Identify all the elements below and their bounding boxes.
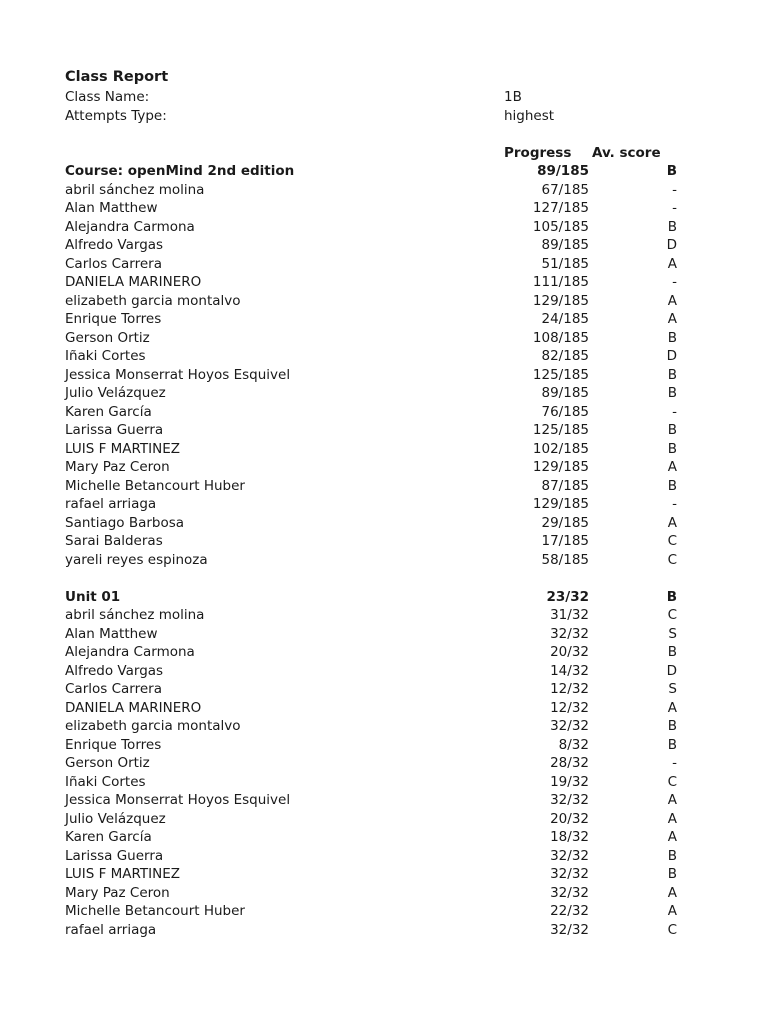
student-row — [0, 310, 768, 329]
student-progress: 32/32 — [550, 866, 589, 882]
student-score: B — [667, 329, 677, 346]
student-score: C — [667, 921, 677, 938]
student-progress: 67/185 — [541, 181, 589, 198]
student-progress: 32/32 — [550, 884, 589, 901]
student-score: A — [667, 514, 677, 531]
report-title: Class Report — [65, 69, 169, 85]
student-score: A — [667, 459, 677, 475]
attempts-type-label: Attempts Type: — [65, 107, 167, 124]
student-name: LUIS F MARTINEZ — [65, 866, 181, 882]
section-score: B — [666, 588, 677, 605]
student-row — [0, 921, 768, 940]
student-row — [0, 736, 768, 755]
student-progress: 18/32 — [550, 829, 589, 845]
student-score: A — [667, 311, 677, 327]
student-row — [0, 902, 768, 921]
student-row — [0, 347, 768, 366]
attempts-type-row — [0, 107, 768, 126]
student-name: LUIS F MARTINEZ — [65, 440, 181, 457]
student-score: B — [667, 218, 677, 235]
student-progress: 89/185 — [541, 237, 589, 253]
section-title: Unit 01 — [65, 588, 121, 605]
section-header — [0, 162, 768, 181]
student-row — [0, 236, 768, 255]
student-row — [0, 643, 768, 662]
student-name: Michelle Betancourt Huber — [65, 903, 245, 919]
student-progress: 89/185 — [541, 385, 589, 401]
student-progress: 32/32 — [550, 792, 589, 808]
student-progress: 87/185 — [541, 477, 589, 494]
student-name: Iñaki Cortes — [65, 773, 146, 790]
student-name: rafael arriaga — [65, 921, 157, 938]
student-name: Larissa Guerra — [65, 422, 164, 438]
student-row — [0, 440, 768, 459]
student-row — [0, 273, 768, 292]
student-name: Iñaki Cortes — [65, 348, 146, 364]
student-name: Karen García — [65, 403, 152, 420]
student-progress: 127/185 — [532, 200, 589, 216]
student-progress: 29/185 — [541, 514, 589, 531]
class-name-row — [0, 88, 768, 107]
student-progress: 14/32 — [550, 662, 589, 679]
student-progress: 129/185 — [532, 459, 589, 475]
student-score: A — [667, 884, 677, 901]
student-name: Gerson Ortiz — [65, 329, 150, 346]
section-title: Course: openMind 2nd edition — [65, 163, 295, 179]
student-progress: 51/185 — [541, 255, 589, 272]
student-name: Enrique Torres — [65, 311, 162, 327]
student-score: D — [666, 662, 677, 679]
student-name: DANIELA MARINERO — [65, 274, 202, 290]
student-name: Larissa Guerra — [65, 847, 164, 864]
student-row — [0, 403, 768, 422]
student-score: B — [667, 422, 677, 438]
student-progress: 125/185 — [532, 422, 589, 438]
student-score: - — [672, 274, 677, 290]
student-row — [0, 754, 768, 773]
student-row — [0, 514, 768, 533]
student-progress: 32/32 — [550, 625, 589, 642]
section-score: B — [666, 163, 677, 179]
student-name: Santiago Barbosa — [65, 514, 185, 531]
student-name: DANIELA MARINERO — [65, 699, 202, 716]
student-name: Enrique Torres — [65, 736, 162, 753]
student-name: Julio Velázquez — [65, 385, 166, 401]
student-row — [0, 662, 768, 681]
student-progress: 102/185 — [532, 440, 589, 457]
student-score: B — [667, 644, 677, 660]
student-row — [0, 292, 768, 311]
student-score: A — [667, 699, 677, 716]
student-score: - — [672, 496, 677, 512]
student-name: Julio Velázquez — [65, 810, 166, 827]
student-progress: 19/32 — [550, 773, 589, 790]
student-score: A — [667, 829, 677, 845]
student-progress: 32/32 — [550, 921, 589, 938]
student-name: Alejandra Carmona — [65, 218, 195, 235]
student-score: B — [667, 385, 677, 401]
score-column-header: Av. score — [592, 144, 661, 161]
progress-column-header: Progress — [504, 144, 572, 161]
student-row — [0, 680, 768, 699]
student-progress: 108/185 — [532, 329, 589, 346]
student-progress: 12/32 — [550, 681, 589, 697]
student-row — [0, 218, 768, 237]
student-name: Carlos Carrera — [65, 255, 162, 272]
student-row — [0, 699, 768, 718]
student-score: S — [668, 681, 677, 697]
student-score: - — [672, 403, 677, 420]
class-name-value: 1B — [504, 89, 522, 105]
student-row — [0, 477, 768, 496]
student-score: D — [666, 348, 677, 364]
student-progress: 32/32 — [550, 718, 589, 734]
student-score: S — [668, 625, 677, 642]
student-score: C — [667, 533, 677, 549]
student-row — [0, 421, 768, 440]
class-name-label: Class Name: — [65, 89, 150, 105]
student-row — [0, 551, 768, 570]
student-name: Alejandra Carmona — [65, 644, 195, 660]
student-name: Mary Paz Ceron — [65, 459, 170, 475]
student-score: C — [667, 607, 677, 623]
student-progress: 111/185 — [532, 274, 589, 290]
student-name: Michelle Betancourt Huber — [65, 477, 245, 494]
student-row — [0, 199, 768, 218]
student-progress: 12/32 — [550, 699, 589, 716]
student-row — [0, 606, 768, 625]
section-header — [0, 588, 768, 607]
student-progress: 125/185 — [532, 366, 589, 383]
student-progress: 17/185 — [541, 533, 589, 549]
student-score: B — [667, 366, 677, 383]
student-progress: 32/32 — [550, 847, 589, 864]
student-score: B — [667, 866, 677, 882]
student-row — [0, 532, 768, 551]
student-row — [0, 495, 768, 514]
student-progress: 20/32 — [550, 644, 589, 660]
student-progress: 129/185 — [532, 496, 589, 512]
student-name: elizabeth garcia montalvo — [65, 292, 241, 309]
student-name: Alfredo Vargas — [65, 237, 164, 253]
student-progress: 58/185 — [541, 551, 589, 568]
student-score: A — [667, 810, 677, 827]
student-score: A — [667, 255, 677, 272]
column-header-row — [0, 144, 768, 163]
student-name: Gerson Ortiz — [65, 755, 150, 771]
student-progress: 20/32 — [550, 810, 589, 827]
student-progress: 28/32 — [550, 755, 589, 771]
student-score: - — [672, 181, 677, 198]
student-progress: 129/185 — [532, 292, 589, 309]
student-name: Alan Matthew — [65, 625, 158, 642]
student-name: elizabeth garcia montalvo — [65, 718, 241, 734]
student-name: Mary Paz Ceron — [65, 884, 170, 901]
student-progress: 82/185 — [541, 348, 589, 364]
student-row — [0, 329, 768, 348]
student-score: - — [672, 200, 677, 216]
student-row — [0, 181, 768, 200]
student-score: C — [667, 773, 677, 790]
student-row — [0, 458, 768, 477]
student-row — [0, 384, 768, 403]
student-name: Carlos Carrera — [65, 681, 162, 697]
attempts-type-value: highest — [504, 107, 555, 124]
student-row — [0, 810, 768, 829]
student-name: yareli reyes espinoza — [65, 551, 208, 568]
student-name: Alfredo Vargas — [65, 662, 164, 679]
student-name: Jessica Monserrat Hoyos Esquivel — [65, 366, 291, 383]
student-progress: 105/185 — [532, 218, 589, 235]
student-score: D — [666, 237, 677, 253]
student-name: Sarai Balderas — [65, 533, 163, 549]
student-score: B — [667, 847, 677, 864]
student-score: B — [667, 718, 677, 734]
student-name: abril sánchez molina — [65, 181, 205, 198]
student-row — [0, 884, 768, 903]
student-row — [0, 865, 768, 884]
student-row — [0, 366, 768, 385]
student-row — [0, 717, 768, 736]
student-score: B — [667, 477, 677, 494]
student-row — [0, 847, 768, 866]
student-row — [0, 828, 768, 847]
student-row — [0, 791, 768, 810]
student-score: B — [667, 440, 677, 457]
student-name: abril sánchez molina — [65, 607, 205, 623]
student-score: A — [667, 292, 677, 309]
student-score: C — [667, 551, 677, 568]
student-row — [0, 773, 768, 792]
student-progress: 24/185 — [541, 311, 589, 327]
student-name: Karen García — [65, 829, 152, 845]
student-score: A — [667, 792, 677, 808]
student-progress: 22/32 — [550, 903, 589, 919]
student-score: A — [667, 903, 677, 919]
student-progress: 8/32 — [558, 736, 589, 753]
student-name: Jessica Monserrat Hoyos Esquivel — [65, 792, 291, 808]
student-row — [0, 255, 768, 274]
section-progress: 23/32 — [546, 588, 589, 605]
section-progress: 89/185 — [537, 163, 589, 179]
student-name: rafael arriaga — [65, 496, 157, 512]
student-name: Alan Matthew — [65, 200, 158, 216]
student-progress: 76/185 — [541, 403, 589, 420]
student-score: - — [672, 755, 677, 771]
student-progress: 31/32 — [550, 607, 589, 623]
student-row — [0, 625, 768, 644]
student-score: B — [667, 736, 677, 753]
